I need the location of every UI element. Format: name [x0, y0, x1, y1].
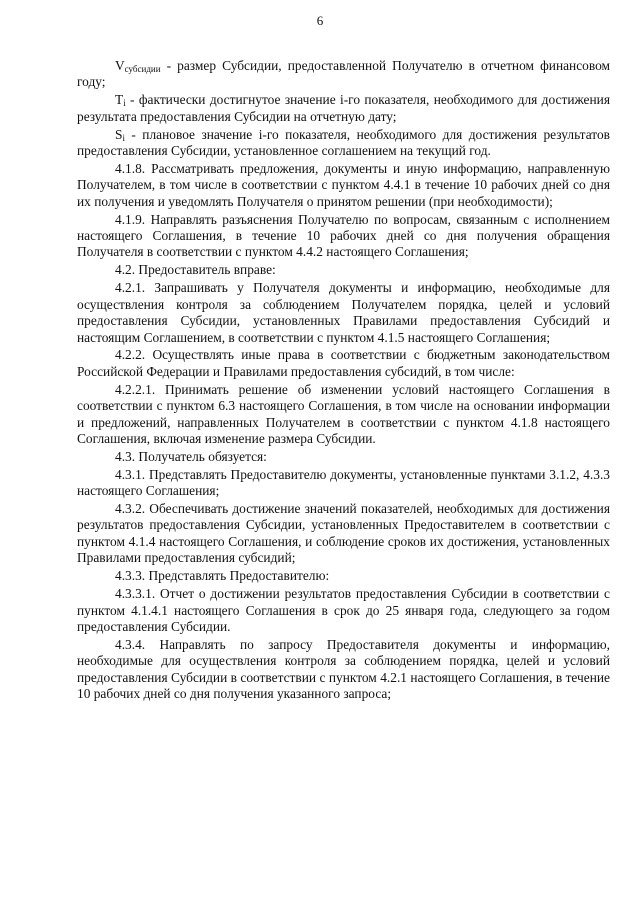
clause-4-3-4: 4.3.4. Направлять по запросу Предоставителя документы и информацию, необходимые для осуществления контроля за соблюдением порядка, целей и условий предоставления Субсидии в соответствии с пунктом 4.2.1 настоящего Соглашения, в течение 10 рабочих дней со дня получения указанного запроса;	[77, 636, 610, 702]
formula-definition-s	[77, 127, 610, 160]
clause-4-3-3: 4.3.3. Представлять Предоставителю:	[115, 568, 330, 584]
formula-symbol: T	[115, 92, 124, 108]
formula-subscript: i	[123, 98, 126, 109]
clause-4-1-8: 4.1.8. Рассматривать предложения, документы и иную информацию, направленную Получателем, в том числе в соответствии с пунктом 4.4.1 в течение 10 рабочих дней со дня их получения и уведомлять Получателя о принятом решении (при необходимости);	[77, 160, 610, 209]
clause-4-3-2: 4.3.2. Обеспечивать достижение значений показателей, необходимых для достижения результатов предоставления Субсидии, установленных Предоставителем в соответствии с пунктом 4.1.4 настоящего Соглашения, и соблюдение сроков их достижения, установленных Правилами предоставления субсидий;	[77, 501, 610, 566]
formula-description: - фактически достигнутое значение i-го показателя, необходимого для достижения результата предоставления Субсидии на отчетную дату;	[77, 92, 610, 124]
document-body	[77, 58, 610, 702]
clause-4-3-3-1: 4.3.3.1. Отчет о достижении результатов предоставления Субсидии в соответствии с пунктом 4.1.4.1 настоящего Соглашения в срок до 25 января года, следующего за годом предоставления Субсидии.	[77, 586, 610, 634]
formula-definition-t	[77, 92, 610, 125]
clause-4-1-9: 4.1.9. Направлять разъяснения Получателю по вопросам, связанным с исполнением настоящего Соглашения, в течение 10 рабочих дней со дня получения обращения Получателя в соответствии с пунктом 4.4.2 настоящего Соглашения;	[77, 211, 610, 260]
formula-description: - размер Субсидии, предоставленной Получателю в отчетном финансовом году;	[77, 58, 610, 90]
formula-symbol: V	[115, 58, 125, 73]
formula-description: - плановое значение i-го показателя, необходимого для достижения результатов предоставления Субсидии, установленное соглашением на текущий год.	[77, 126, 610, 159]
formula-subscript: i	[122, 132, 125, 143]
clause-4-2: 4.2. Предоставитель вправе:	[115, 262, 276, 278]
formula-subscript: субсидии	[124, 64, 161, 74]
clause-4-2-2-1: 4.2.2.1. Принимать решение об изменении условий настоящего Соглашения в соответствии с пунктом 6.3 настоящего Соглашения, в том числе на основании информации и предложений, направленных Получателем в соответствии с пунктом 4.1.8 настоящего Соглашения, включая изменение размера Субсидии.	[77, 381, 610, 446]
page-number: 6	[316, 13, 324, 28]
clause-4-3-1: 4.3.1. Представлять Предоставителю документы, установленные пунктами 3.1.2, 4.3.3 настоящего Соглашения;	[77, 466, 610, 499]
clause-4-3: 4.3. Получатель обязуется:	[115, 448, 267, 464]
formula-symbol: S	[115, 126, 123, 142]
formula-definition-v	[77, 58, 610, 91]
clause-4-2-1: 4.2.1. Запрашивать у Получателя документы и информацию, необходимые для осуществления контроля за соблюдением Получателем порядка, целей и условий предоставления Субсидии, установленных Правилами предоставления Субсидий и настоящим Соглашением, в соответствии с пунктом 4.1.5 настоящего Соглашения;	[77, 280, 610, 345]
clause-4-2-2: 4.2.2. Осуществлять иные права в соответствии с бюджетным законодательством Российской Федерации и Правилами предоставления субсидий, в том числе:	[77, 347, 610, 379]
